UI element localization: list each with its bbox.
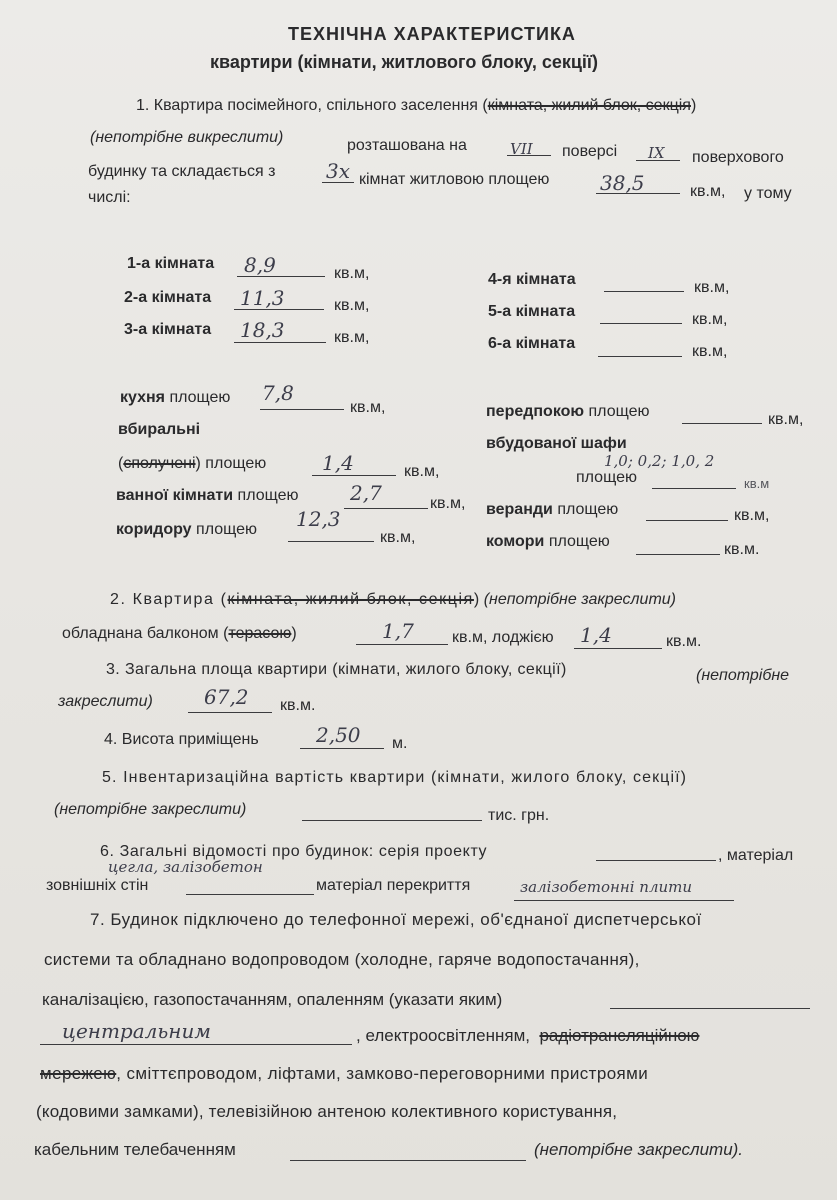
s5-l1: 5. Інвентаризаційна вартість квартири (кімнати, жилого блоку, секції) (102, 769, 688, 786)
toilet-line-text (118, 454, 266, 474)
s1-l1c: ) (690, 97, 697, 114)
s5-l2a: (непотрібне закреслити) (54, 801, 247, 818)
s1-l4: числі: (88, 189, 131, 206)
corridor-value: 12,3 (296, 507, 341, 531)
room-1-unit: кв.м, (334, 265, 370, 282)
room-2-label: 2-а кімната (124, 289, 212, 306)
toilet-line (312, 475, 396, 476)
s6-l1a: 6. Загальні відомості про будинок: серія проекту (100, 843, 488, 860)
heating-line-top (610, 1008, 810, 1009)
veranda-label-a: веранди (486, 501, 553, 518)
bath-label-a: ванної кімнати (116, 487, 234, 504)
balcony-value: 1,7 (382, 619, 414, 643)
toilet-unit: кв.м, (404, 463, 440, 480)
wardrobe-value: 1,0; 0,2; 1,0, 2 (604, 452, 715, 470)
room-2-unit: кв.м, (334, 297, 370, 314)
s5-l2b: тис. грн. (488, 807, 550, 824)
pantry-unit: кв.м. (724, 541, 760, 558)
kitchen-value: 7,8 (262, 381, 294, 405)
room-2-value: 11,3 (240, 286, 285, 310)
ceiling-value: залізобетонні плити (520, 878, 693, 896)
room-5-unit: кв.м, (692, 311, 728, 328)
kitchen-line (260, 409, 344, 410)
wardrobe-unit: кв.м (744, 476, 770, 491)
corridor-unit: кв.м, (380, 529, 416, 546)
s3-l1b: (непотрібне (696, 667, 790, 684)
room-3-line (234, 342, 326, 343)
pantry-line (636, 554, 720, 555)
walls-value: цегла, залізобетон (108, 858, 263, 876)
cable-tv-line (290, 1160, 526, 1161)
corridor-label-b: площею (196, 521, 257, 538)
pantry-label (486, 532, 610, 552)
heating-value: центральним (62, 1019, 211, 1043)
veranda-line (646, 520, 728, 521)
loggia-line (574, 648, 662, 649)
s1-l2d: поверхового (692, 149, 784, 166)
heating-line (40, 1044, 352, 1045)
loggia-value: 1,4 (580, 623, 612, 647)
s1-l3d: у тому (744, 185, 792, 202)
room-6-label: 6-а кімната (488, 335, 576, 352)
veranda-unit: кв.м, (734, 507, 770, 524)
s2-line1 (110, 590, 676, 610)
room-5-line (600, 323, 682, 324)
s2-l2b-struck: терасою (228, 625, 292, 642)
toilet-a: ( (118, 455, 124, 472)
veranda-label (486, 500, 618, 520)
s3-l1: 3. Загальна площа квартири (кімнати, жилого блоку, секції) (106, 661, 567, 678)
hall-label-b: площею (588, 403, 650, 420)
document-subtitle: квартири (кімнати, житлового блоку, секції) (210, 52, 598, 72)
room-3-unit: кв.м, (334, 329, 370, 346)
s2-line2 (62, 624, 297, 644)
veranda-label-b: площею (557, 501, 619, 518)
height-value: 2,50 (316, 723, 361, 747)
height-line (300, 748, 384, 749)
s1-l1a: 1. Квартира посімейного, спільного заселення ( (136, 97, 488, 114)
toilet-value: 1,4 (322, 451, 354, 475)
corridor-line (288, 541, 374, 542)
s2-l2a: обладнана балконом ( (62, 625, 229, 642)
hall-label-a: передпокою (486, 403, 585, 420)
s2-l2c: ) (291, 625, 297, 642)
hall-line (682, 423, 762, 424)
room-6-unit: кв.м, (692, 343, 728, 360)
floors-total-value: IX (648, 144, 665, 162)
wardrobe-b: площею (576, 469, 637, 486)
s4-a: 4. Висота приміщень (104, 731, 259, 748)
s7-l5a-struck: мережею (40, 1064, 117, 1083)
corridor-label-a: коридору (116, 521, 192, 538)
hall-unit: кв.м, (768, 411, 804, 428)
s2-l2d: кв.м, лоджією (452, 629, 554, 646)
project-series-line (596, 860, 716, 861)
room-6-line (598, 356, 682, 357)
room-4-unit: кв.м, (694, 279, 730, 296)
s2-l2e: кв.м. (666, 633, 702, 650)
living-area-value: 38,5 (600, 171, 645, 195)
s2-l1a: 2. Квартира ( (110, 591, 228, 608)
total-area-line (188, 712, 272, 713)
s2-l1d: (непотрібне закреслити) (483, 591, 676, 608)
s7-line4 (356, 1026, 699, 1046)
s7-l4a: , електроосвітленням, (356, 1026, 530, 1045)
s2-l1c: ) (473, 591, 480, 608)
ceiling-line (514, 900, 734, 901)
s1-l1b-struck: кімната, жилий блок, секція (487, 97, 691, 114)
balcony-line (356, 644, 448, 645)
wardrobe-line (652, 488, 736, 489)
bath-line (344, 508, 428, 509)
s1-l3b: кімнат житловою площею (359, 171, 550, 188)
kitchen-label-b: площею (169, 389, 231, 406)
kitchen-label-a: кухня (120, 389, 165, 406)
room-4-line (604, 291, 684, 292)
toilet-struck: сполучені (123, 455, 196, 472)
s7-l3: каналізацією, газопостачанням, опаленням (указати яким) (42, 990, 503, 1009)
floor-value: VII (510, 140, 533, 158)
s1-line1 (136, 96, 696, 116)
s7-l1: 7. Будинок підключено до телефонної мережі, об'єднаної диспетчерської (90, 910, 702, 929)
rooms-value: 3х (326, 159, 351, 183)
s7-l7b: (непотрібне закреслити). (534, 1140, 744, 1159)
s6-l2b: матеріал перекриття (316, 877, 471, 894)
room-1-value: 8,9 (244, 253, 276, 277)
pantry-label-b: площею (548, 533, 610, 550)
kitchen-label (120, 388, 230, 408)
document-title: ТЕХНІЧНА ХАРАКТЕРИСТИКА (288, 24, 576, 44)
toilet-b: ) площею (195, 455, 267, 472)
s3-l2b: кв.м. (280, 697, 316, 714)
s1-l3c: кв.м, (690, 183, 726, 200)
room-5-label: 5-а кімната (488, 303, 576, 320)
walls-line (186, 894, 314, 895)
s7-l7a: кабельним телебаченням (34, 1140, 236, 1159)
s6-l1b: , матеріал (718, 847, 794, 864)
cost-line (302, 820, 482, 821)
s4-b: м. (392, 735, 408, 752)
room-3-value: 18,3 (240, 318, 285, 342)
bath-label (116, 486, 299, 506)
s6-l2a: зовнішніх стін (46, 877, 149, 894)
kitchen-unit: кв.м, (350, 399, 386, 416)
total-area-value: 67,2 (204, 685, 249, 709)
s3-l2a: закреслити) (58, 693, 153, 710)
room-1-label: 1-а кімната (127, 255, 215, 272)
toilet-label: вбиральні (118, 421, 201, 438)
room-4-label: 4-я кімната (488, 271, 576, 288)
s1-l2a: (непотрібне викреслити) (90, 129, 284, 146)
wardrobe-label: вбудованої шафи (486, 435, 627, 452)
corridor-label (116, 520, 257, 540)
s1-l2b: розташована на (347, 137, 467, 154)
bath-label-b: площею (237, 487, 299, 504)
s7-l6: (кодовими замками), телевізійною антеною колективного користування, (36, 1102, 618, 1121)
s7-l4b-struck: радіотрансляційною (539, 1026, 700, 1045)
room-3-label: 3-а кімната (124, 321, 212, 338)
hall-label (486, 402, 649, 422)
s7-l5b: , сміттєпроводом, ліфтами, замково-переговорними пристроями (116, 1064, 649, 1083)
s2-l1b-struck: кімната, жилий блок, секція (227, 591, 474, 608)
s1-l2c: поверсі (562, 143, 618, 160)
s7-line5 (40, 1064, 648, 1084)
pantry-label-a: комори (486, 533, 545, 550)
s7-l2: системи та обладнано водопроводом (холодне, гаряче водопостачання), (44, 950, 640, 969)
bath-value: 2,7 (350, 481, 382, 505)
bath-unit: кв.м, (430, 495, 466, 512)
s1-l3a: будинку та складається з (88, 163, 276, 180)
